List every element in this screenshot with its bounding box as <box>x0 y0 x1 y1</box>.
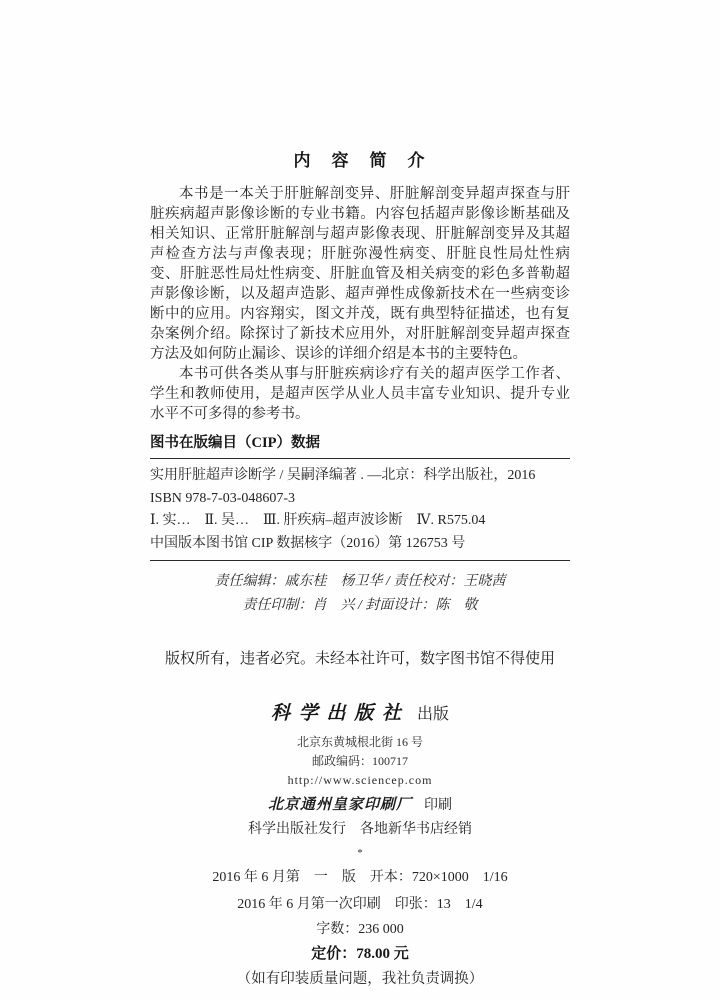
cip-top-rule <box>150 458 570 459</box>
publish-suffix-label: 出版 <box>417 706 450 723</box>
summary-paragraph: 本书可供各类从事与肝脏疾病诊疗有关的超声医学工作者、学生和教师使用，是超声医学从业人员丰富专业知识、提升专业水平不可多得的参考书。 <box>150 366 570 422</box>
copyright-notice: 版权所有，违者必究。未经本社许可，数字图书馆不得使用 <box>164 651 555 667</box>
content-summary <box>150 184 570 424</box>
staff-credits <box>0 570 720 618</box>
credits-design-line: 责任印制：肖 兴 / 封面设计：陈 敬 <box>242 598 478 613</box>
cip-title-line: 实用肝脏超声诊断学 / 吴嗣泽编著 . —北京：科学出版社，2016 <box>150 468 536 483</box>
quality-exchange-notice: （如有印装质量问题，我社负责调换） <box>236 971 484 987</box>
publisher-address: 北京东黄城根北街 16 号 <box>296 735 423 749</box>
distribution-line: 科学出版社发行 各地新华书店经销 <box>248 822 472 837</box>
publication-details <box>0 702 720 991</box>
edition-line: 2016 年 6 月第 一 版 开本：720×1000 1/16 <box>212 870 508 885</box>
publisher-logo-text: 科 学 出 版 社 <box>270 703 403 724</box>
printing-line: 2016 年 6 月第一次印刷 印张：13 1/4 <box>237 897 483 912</box>
cip-record-line: 中国版本图书馆 CIP 数据核字（2016）第 126753 号 <box>150 535 466 551</box>
word-count-line: 字数：236 000 <box>316 922 404 937</box>
publisher-url-text: http://www.sciencep.com <box>287 773 433 787</box>
summary-paragraph: 本书是一本关于肝脏解剖变异、肝脏解剖变异超声探查与肝脏疾病超声影像诊断的专业书籍。内容包括超声影像诊断基础及相关知识、正常肝脏解剖与超声影像表现、肝脏解剖变异及其超声检查方法与声像表现；肝脏弥漫性病变、肝脏良性局灶性病变、肝脏恶性局灶性病变、肝脏血管及相关病变的彩色多普勒超声影像诊断，以及超声造影、超声弹性成像新技术在一些病变诊断中的应用。内容翔实，图文并茂，既有典型特征描述，也有复杂案例介绍。除探讨了新技术应用外，对肝脏解剖变异超声探查方法及如何防止漏诊、误诊的详细介绍是本书的主要特色。 <box>150 186 570 362</box>
printer-name: 北京通州皇家印刷厂 <box>267 797 412 813</box>
credits-editors-line: 责任编辑：戚东桂 杨卫华 / 责任校对：王晓茜 <box>214 574 506 589</box>
cip-classification-line: Ⅰ. 实… Ⅱ. 吴… Ⅲ. 肝疾病–超声波诊断 Ⅳ. R575.04 <box>150 513 486 528</box>
cip-header: 图书在版编目（CIP）数据 <box>150 435 320 451</box>
printed-by-label: 印刷 <box>424 798 452 813</box>
section-divider-star: * <box>357 847 363 859</box>
cip-block <box>150 433 570 561</box>
price-line: 定价：78.00 元 <box>311 946 409 962</box>
printer-line <box>0 793 720 818</box>
publisher-postcode: 邮政编码：100717 <box>311 754 408 768</box>
cip-isbn-line: ISBN 978-7-03-048607-3 <box>150 490 296 506</box>
publisher-line <box>0 702 720 727</box>
cip-bottom-rule <box>150 560 570 561</box>
cip-lines <box>150 465 570 555</box>
content-summary-title: 内 容 简 介 <box>293 151 427 170</box>
